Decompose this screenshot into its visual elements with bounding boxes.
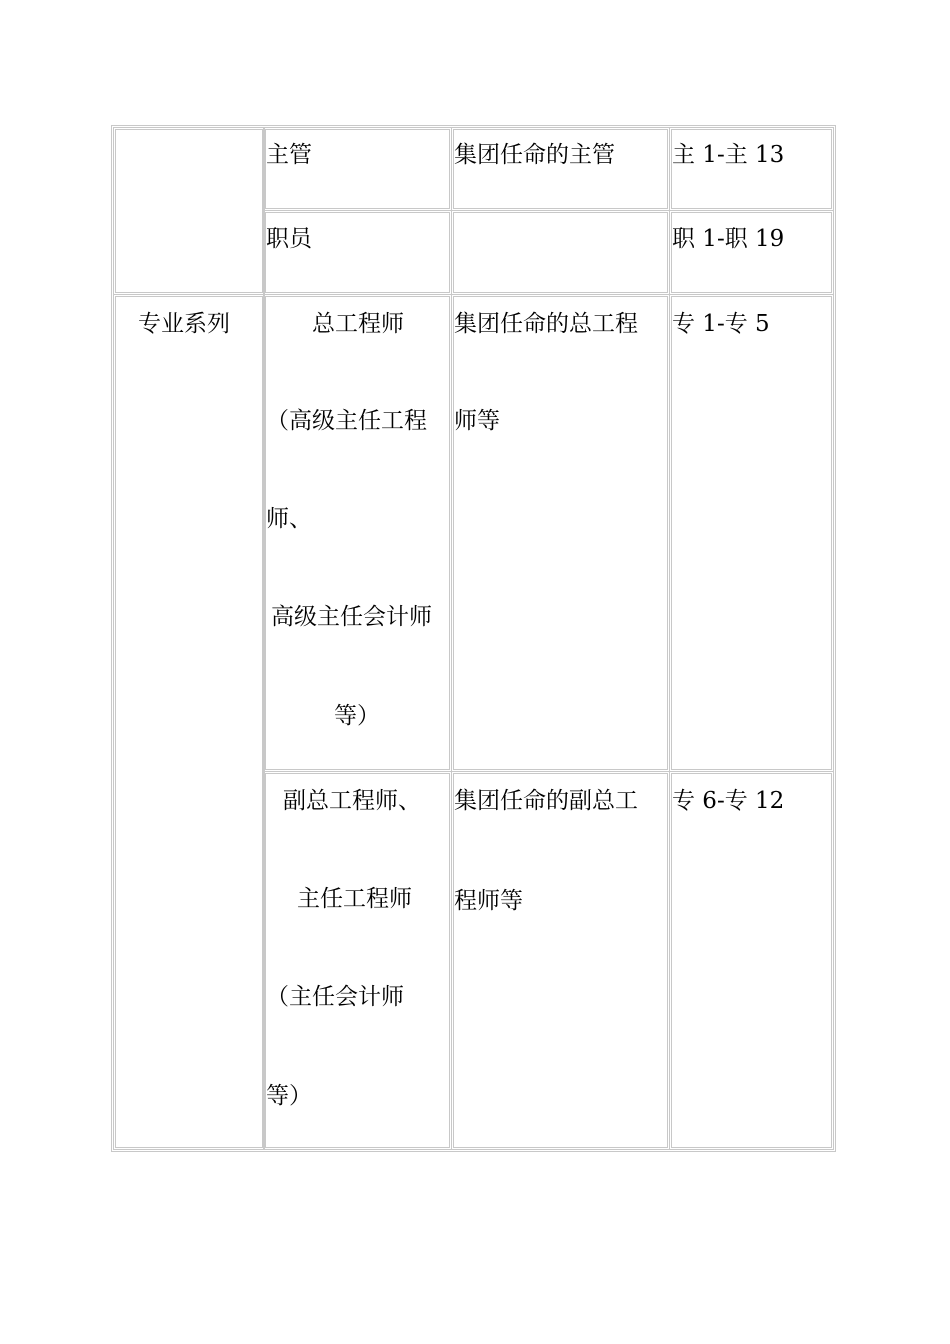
table-cell (451, 294, 670, 772)
table-cell (113, 127, 265, 295)
deputy-engineer-description-line: 程师等 (454, 888, 523, 914)
chief-engineer-title-line: 等） (334, 703, 380, 729)
series-category: 专业系列 (138, 311, 230, 337)
manager-title: 主管 (266, 142, 312, 168)
table-cell (263, 127, 452, 211)
table-cell (669, 771, 834, 1150)
chief-engineer-title-line: 师、 (266, 506, 312, 532)
deputy-engineer-title-line: 副总工程师、 (283, 788, 421, 814)
table-cell (669, 210, 834, 295)
table-cell (451, 771, 670, 1150)
staff-title: 职员 (266, 226, 312, 252)
chief-engineer-title-line: 总工程师 (312, 311, 404, 337)
staff-grade: 职 1-职 19 (672, 226, 785, 252)
manager-description: 集团任命的主管 (454, 142, 615, 168)
table-cell (263, 210, 452, 295)
chief-engineer-grade: 专 1-专 5 (672, 311, 770, 337)
table-cell (451, 127, 670, 211)
deputy-engineer-title-line: （主任会计师 (266, 984, 404, 1010)
deputy-engineer-grade: 专 6-专 12 (672, 788, 785, 814)
chief-engineer-description-line: 师等 (454, 408, 500, 434)
deputy-engineer-title-line: 等） (266, 1083, 312, 1109)
deputy-engineer-description-line: 集团任命的副总工 (454, 788, 638, 814)
manager-grade: 主 1-主 13 (672, 142, 785, 168)
table-cell (669, 294, 834, 772)
chief-engineer-title-line: 高级主任会计师 (271, 604, 432, 630)
chief-engineer-title-line: （高级主任工程 (266, 408, 427, 434)
table-cell (451, 210, 670, 295)
deputy-engineer-title-line: 主任工程师 (297, 886, 412, 912)
table-cell (263, 294, 452, 772)
chief-engineer-description-line: 集团任命的总工程 (454, 311, 638, 337)
table-cell (669, 127, 834, 211)
table-cell (113, 294, 265, 1150)
